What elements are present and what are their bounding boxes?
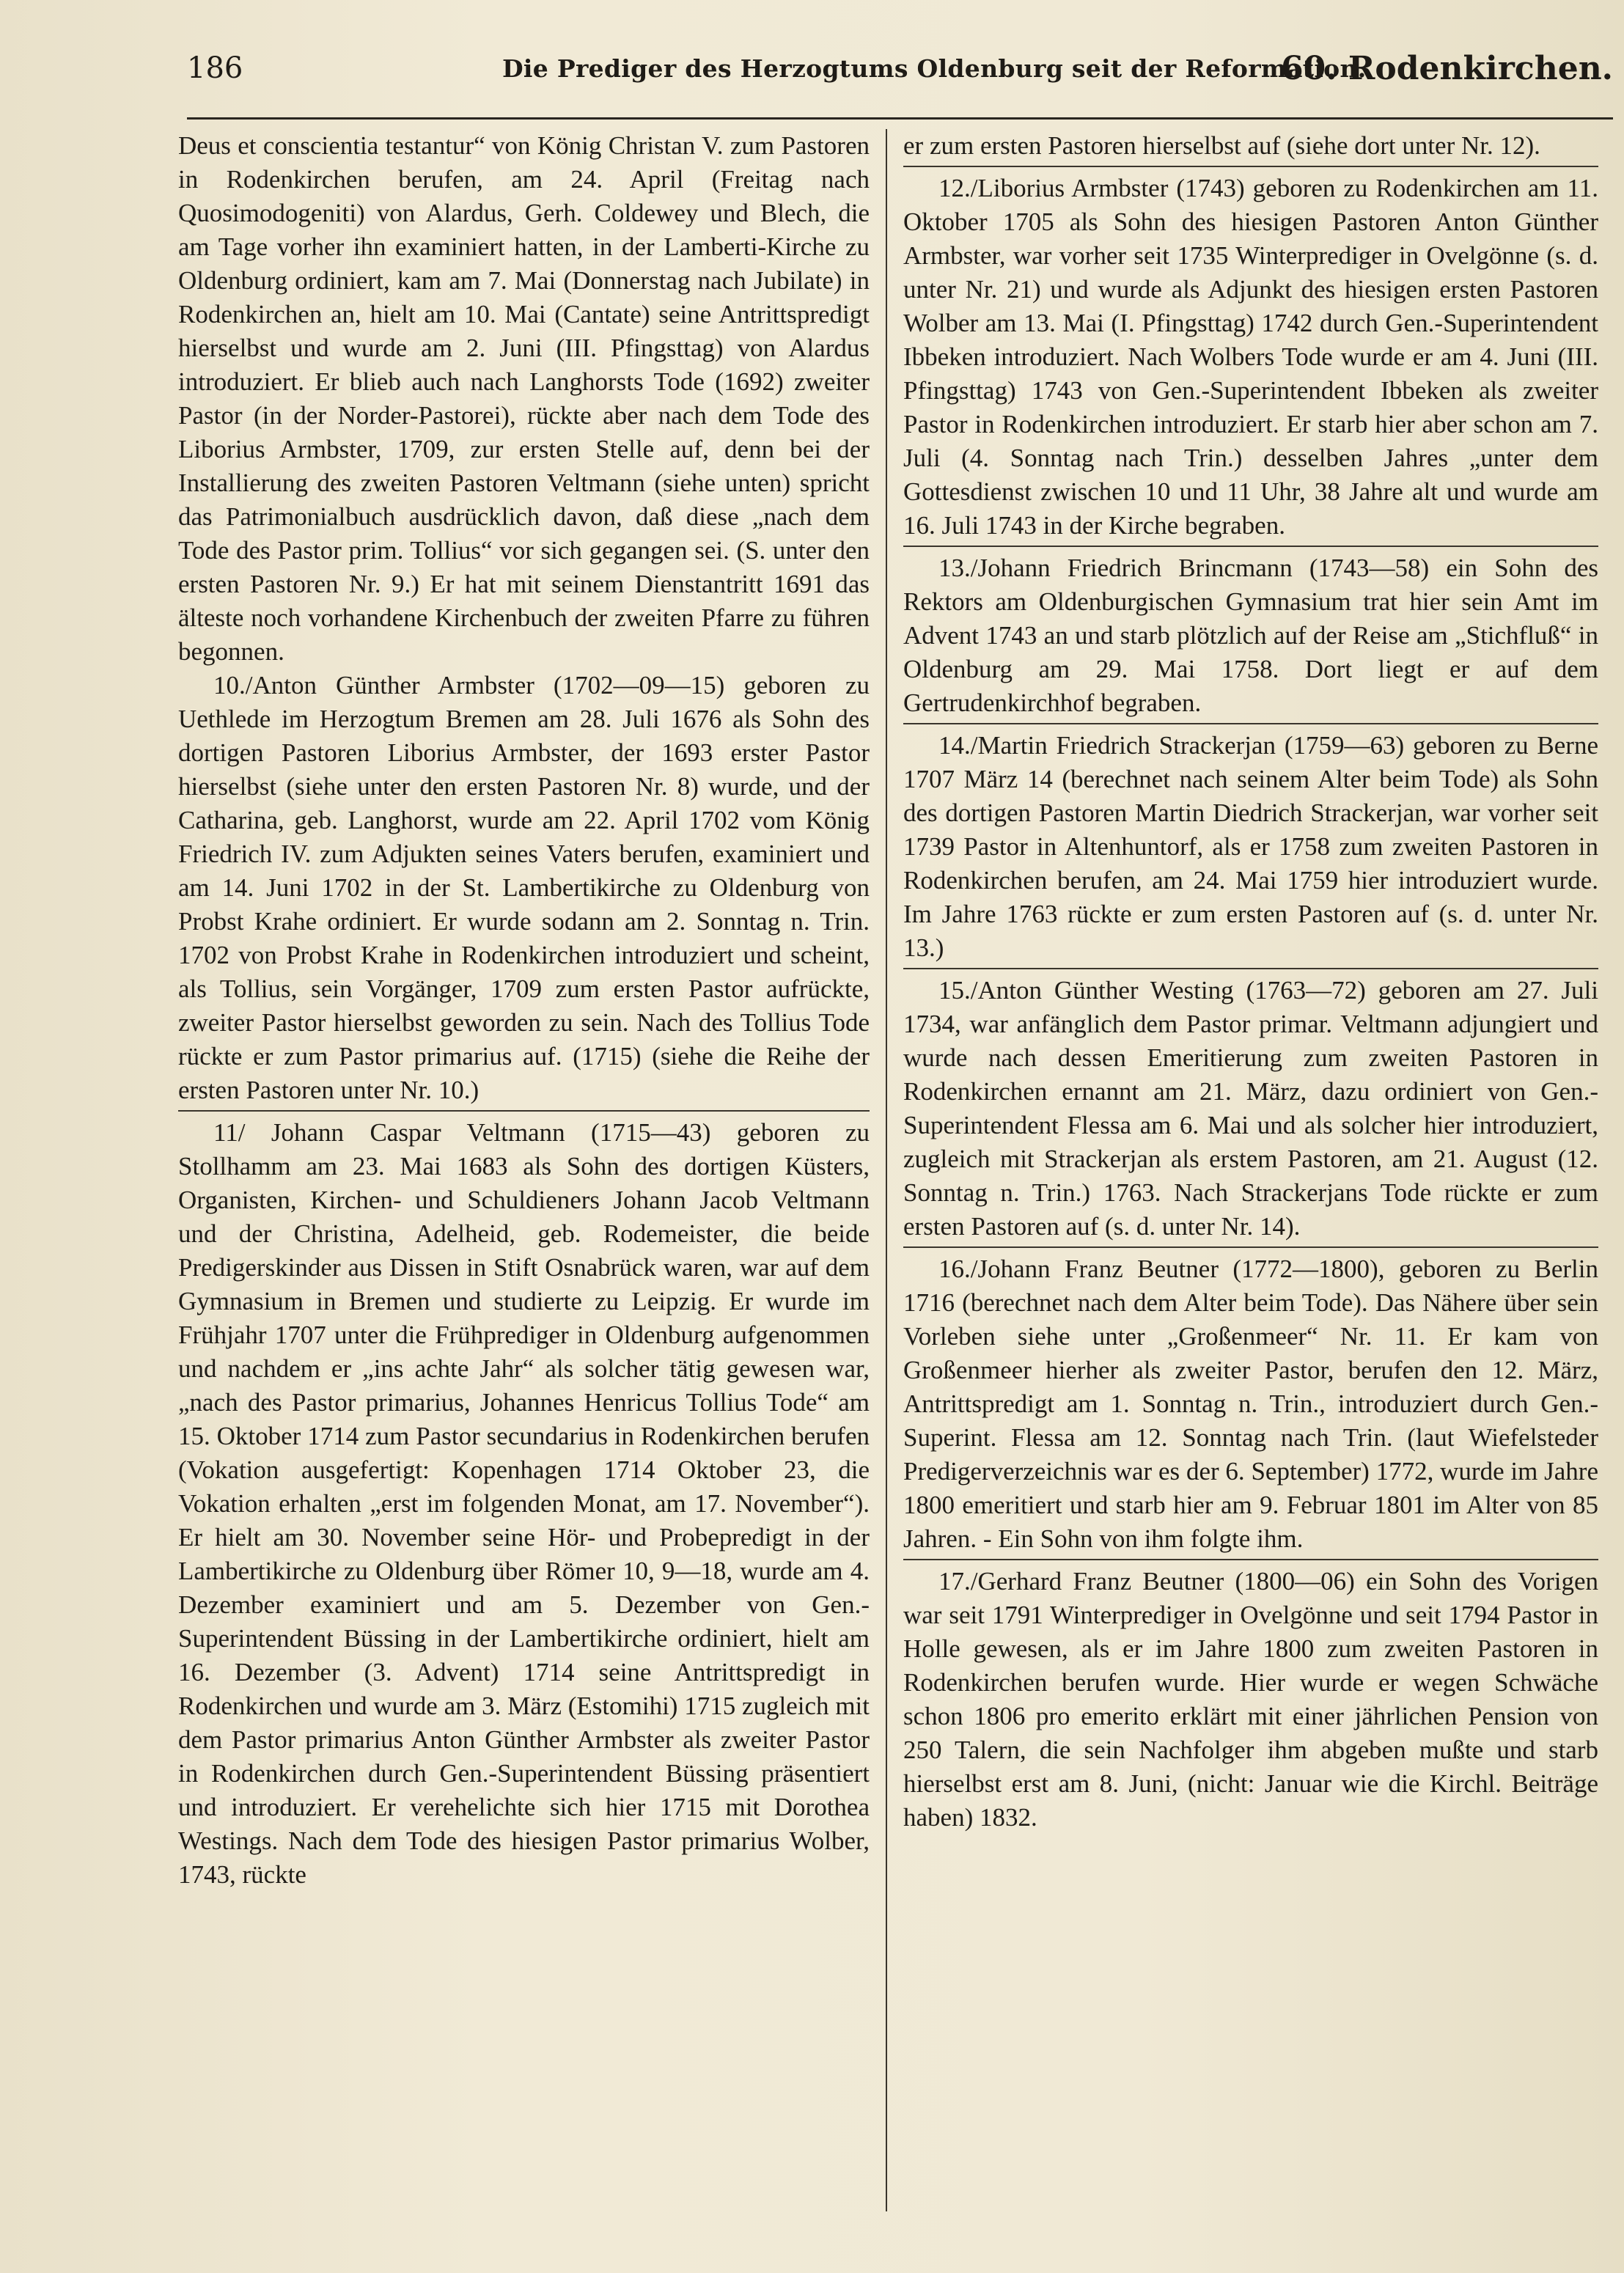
column-divider [886,129,887,2211]
paragraph-continuation: Deus et conscientia testantur“ von König Christan V. zum Pastoren in Rodenkirchen berufen, am 24. April (Freitag nach Quosimodogeniti) von Alardus, Gerh. Coldewey und Blech, die am Tage vorher ihn examiniert hatten, in der Lamberti-Kirche zu Oldenburg ordiniert, kam am 7. Mai (Donnerstag nach Jubilate) in Rodenkirchen an, hielt am 10. Mai (Cantate) seine Antrittspredigt hierselbst und wurde am 2. Juni (III. Pfingsttag) von Alardus introduziert. Er blieb auch nach Langhorsts Tode (1692) zweiter Pastor (in der Norder-Pastorei), rückte aber nach dem Tode des Liborius Armbster, 1709, zur ersten Stelle auf, denn bei der Installierung des zweiten Pastoren Veltmann (siehe unten) spricht das Patrimonialbuch ausdrücklich davon, daß diese „nach dem Tode des Pastor prim. Tollius“ vor sich gegangen sei. (S. unter den ersten Pastoren Nr. 9.) Er hat mit seinem Dienstantritt 1691 das älteste noch vorhandene Kirchenbuch der zweiten Pfarre zu führen begonnen. [178,131,870,666]
entry-divider [903,1246,1598,1248]
text-column-left [178,129,870,2241]
entry-15: 15./Anton Günther Westing (1763—72) geboren am 27. Juli 1734, war anfänglich dem Pastor primar. Veltmann adjungiert und wurde nach dessen Emeritierung zum zweiten Pastoren in Rodenkirchen ernannt am 21. März, dazu ordiniert von Gen.-Superintendent Flessa am 6. Mai und als solcher hier introduziert, zugleich mit Strackerjan als erstem Pastoren, am 21. August (12. Sonntag n. Trin.) 1763. Nach Strackerjans Tode rückte er zum ersten Pastoren auf (s. d. unter Nr. 14). [903,976,1598,1241]
entry-divider [903,1559,1598,1560]
entry-divider [903,546,1598,547]
entry-10: 10./Anton Günther Armbster (1702—09—15) geboren zu Uethlede im Herzogtum Bremen am 28. Juli 1676 als Sohn des dortigen Pastoren Liborius Armbster, der 1693 erster Pastor hierselbst (siehe unter den ersten Pastoren Nr. 8) wurde, und der Catharina, geb. Langhorst, wurde am 22. April 1702 vom König Friedrich IV. zum Adjukten seines Vaters berufen, examiniert und am 14. Juni 1702 in der St. Lambertikirche zu Oldenburg von Probst Krahe ordiniert. Er wurde sodann am 2. Sonntag n. Trin. 1702 von Probst Krahe in Rodenkirchen introduziert und scheint, als Tollius, sein Vorgänger, 1709 zum ersten Pastor aufrückte, zweiter Pastor hierselbst geworden zu sein. Nach des Tollius Tode rückte er zum Pastor primarius auf. (1715) (siehe die Reihe der ersten Pastoren unter Nr. 10.) [178,671,870,1104]
page-header [187,44,1613,103]
running-title: Die Prediger des Herzogtums Oldenburg seit der Reformation. [502,54,1367,83]
entry-16: 16./Johann Franz Beutner (1772—1800), geboren zu Berlin 1716 (berechnet nach dem Alter beim Tode). Das Nähere über sein Vorleben siehe unter „Großenmeer“ Nr. 11. Er kam von Großenmeer hierher als zweiter Pastor, berufen den 12. März, Antrittspredigt am 1. Sonntag n. Trin., introduziert durch Gen.-Superint. Flessa am 12. Sonntag nach Trin. (laut Wiefelsteder Predigerverzeichnis war es der 6. September) 1772, wurde im Jahre 1800 emeritiert und starb hier am 9. Februar 1801 im Alter von 85 Jahren. - Ein Sohn von ihm folgte ihm. [903,1255,1598,1553]
entry-divider [903,723,1598,724]
section-title: 60. Rodenkirchen. [1281,50,1613,87]
entry-17: 17./Gerhard Franz Beutner (1800—06) ein Sohn des Vorigen war seit 1791 Winterprediger in Ovelgönne und seit 1794 Pastor in Holle gewesen, als er im Jahre 1800 zum zweiten Pastoren in Rodenkirchen berufen wurde. Hier wurde er wegen Schwäche schon 1806 pro emerito erklärt mit einer jährlichen Pension von 250 Talern, die sein Nachfolger ihm abgeben mußte und starb hierselbst erst am 8. Juni, (nicht: Januar wie die Kirchl. Beiträge haben) 1832. [903,1567,1598,1832]
entry-13: 13./Johann Friedrich Brincmann (1743—58) ein Sohn des Rektors am Oldenburgischen Gymnasium trat hier sein Amt im Advent 1743 an und starb plötzlich auf der Reise am „Stichfluß“ in Oldenburg am 29. Mai 1758. Dort liegt er auf dem Gertrudenkirchhof begraben. [903,554,1598,717]
entry-divider [903,166,1598,167]
header-rule [187,117,1613,120]
entry-divider [178,1110,870,1112]
entry-divider [903,968,1598,969]
entry-14: 14./Martin Friedrich Strackerjan (1759—63) geboren zu Berne 1707 März 14 (berechnet nach seinem Alter beim Tode) als Sohn des dortigen Pastoren Martin Diedrich Strackerjan, war vorher seit 1739 Pastor in Altenhuntorf, als er 1758 zum zweiten Pastoren in Rodenkirchen berufen, am 24. Mai 1759 hier introduziert wurde. Im Jahre 1763 rückte er zum ersten Pastoren auf (s. d. unter Nr. 13.) [903,731,1598,962]
entry-11: 11/ Johann Caspar Veltmann (1715—43) geboren zu Stollhamm am 23. Mai 1683 als Sohn des dortigen Küsters, Organisten, Kirchen- und Schuldieners Johann Jacob Veltmann und der Christina, Adelheid, geb. Rodemeister, die beide Predigerskinder aus Dissen in Stift Osnabrück waren, war auf dem Gymnasium in Bremen und studierte zu Leipzig. Er wurde im Frühjahr 1707 unter die Frühprediger in Oldenburg aufgenommen und nachdem er „ins achte Jahr“ als solcher tätig gewesen war, „nach des Pastor primarius, Johannes Henricus Tollius Tode“ am 15. Oktober 1714 zum Pastor secundarius in Rodenkirchen berufen (Vokation ausgefertigt: Kopenhagen 1714 Oktober 23, die Vokation erhalten „erst im folgenden Monat, am 17. November“). Er hielt am 30. November seine Hör- und Probepredigt in der Lambertikirche zu Oldenburg über Römer 10, 9—18, wurde am 4. Dezember examiniert und am 5. Dezember von Gen.-Superintendent Büssing in der Lambertikirche ordiniert, hielt am 16. Dezember (3. Advent) 1714 seine Antrittspredigt in Rodenkirchen und wurde am 3. März (Estomihi) 1715 zugleich mit dem Pastor primarius Anton Günther Armbster als zweiter Pastor in Rodenkirchen durch Gen.-Superintendent Büssing präsentiert und introduziert. Er verehelichte sich hier 1715 mit Dorothea Westings. Nach dem Tode des hiesigen Pastor primarius Wolber, 1743, rückte [178,1118,870,1889]
page-number: 186 [187,51,243,85]
text-column-right [903,129,1598,2241]
entry-12: 12./Liborius Armbster (1743) geboren zu Rodenkirchen am 11. Oktober 1705 als Sohn des hiesigen Pastoren Anton Günther Armbster, war vorher seit 1735 Winterprediger in Ovelgönne (s. d. unter Nr. 21) und wurde als Adjunkt des hiesigen ersten Pastoren Wolber am 13. Mai (I. Pfingsttag) 1742 durch Gen.-Superintendent Ibbeken introduziert. Nach Wolbers Tode wurde er am 4. Juni (III. Pfingsttag) 1743 von Gen.-Superintendent Ibbeken als zweiter Pastor in Rodenkirchen introduziert. Er starb hier aber schon am 7. Juli (4. Sonntag nach Trin.) desselben Jahres „unter dem Gottesdienst zwischen 10 und 11 Uhr, 38 Jahre alt und wurde am 16. Juli 1743 in der Kirche begraben. [903,174,1598,540]
paragraph-continuation: er zum ersten Pastoren hierselbst auf (siehe dort unter Nr. 12). [903,131,1540,160]
